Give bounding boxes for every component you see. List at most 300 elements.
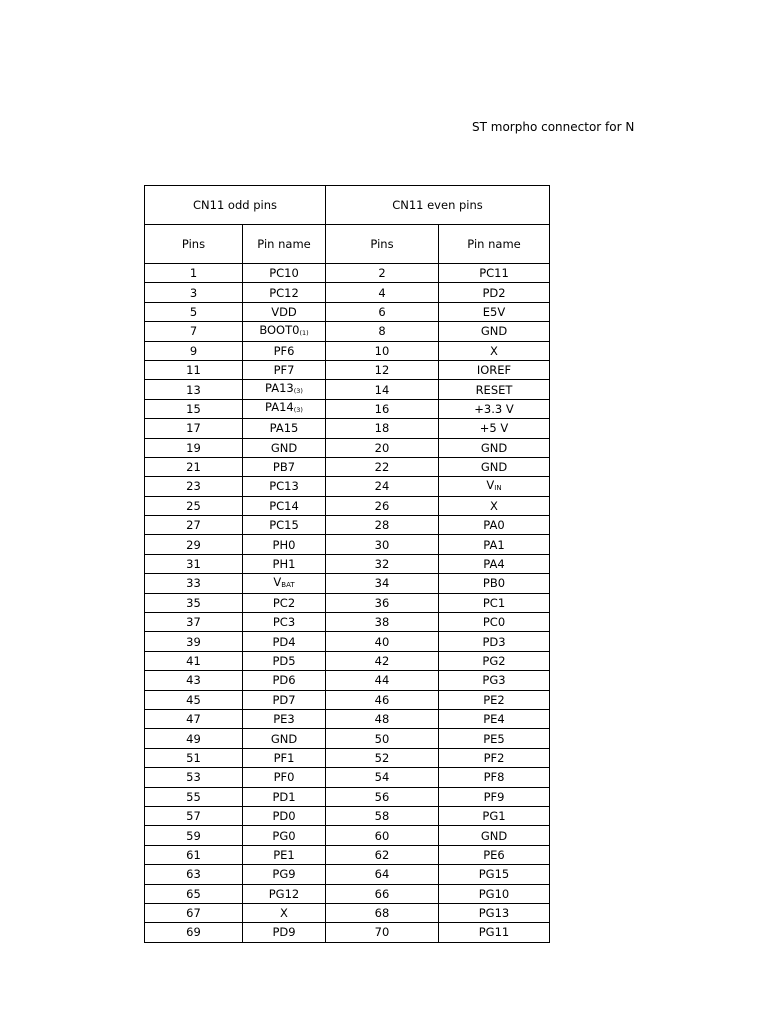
odd-pin-number [145, 632, 243, 651]
odd-pin-number [145, 516, 243, 535]
pin-row [145, 690, 550, 709]
even-pin-name [439, 457, 550, 476]
pin-row [145, 923, 550, 942]
odd-pin-number-text: 1 [189, 266, 198, 281]
odd-pin-number-text: 67 [186, 906, 201, 921]
even-pin-number-text: 18 [374, 421, 390, 436]
pin-row [145, 748, 550, 767]
pin-row [145, 903, 550, 922]
odd-pin-name [243, 865, 326, 884]
even-pin-number [326, 613, 439, 632]
even-pin-number [326, 748, 439, 767]
even-pin-name [439, 380, 550, 399]
even-pin-number [326, 322, 439, 341]
odd-pin-number-text: 31 [186, 557, 201, 572]
odd-pin-number-text: 63 [186, 867, 201, 882]
even-pin-name-text: GND [480, 460, 508, 475]
odd-pin-number [145, 690, 243, 709]
pin-row [145, 651, 550, 670]
pin-row [145, 632, 550, 651]
odd-pin-name [243, 457, 326, 476]
odd-pin-number-text: 13 [186, 382, 201, 397]
even-pin-number [326, 574, 439, 593]
odd-pin-name-text: PF1 [273, 750, 295, 765]
odd-pin-name [243, 903, 326, 922]
even-pin-name [439, 923, 550, 942]
odd-pin-name-text: V [273, 574, 282, 589]
even-pin-name-text: V [486, 477, 495, 492]
odd-pin-name [243, 671, 326, 690]
odd-pin-name-text: PA13 [265, 381, 294, 396]
even-pin-name-text: PE6 [483, 847, 505, 862]
even-pin-number [326, 826, 439, 845]
even-pin-name [439, 419, 550, 438]
odd-pin-number [145, 419, 243, 438]
even-pin-name [439, 535, 550, 554]
odd-pin-name-text: PD4 [272, 634, 296, 649]
odd-pin-name [243, 593, 326, 612]
even-pin-name [439, 574, 550, 593]
odd-pin-name-text: PF0 [273, 770, 295, 785]
even-pin-number-text: 50 [374, 731, 390, 746]
even-pin-name-text: X [490, 343, 498, 358]
pin-row [145, 845, 550, 864]
odd-pin-number-text: 5 [189, 304, 198, 319]
group-header-row [145, 186, 550, 225]
even-pin-number-text: 56 [374, 789, 390, 804]
odd-pin-number [145, 535, 243, 554]
odd-pin-number [145, 613, 243, 632]
pin-row [145, 322, 550, 341]
odd-pins-group-header: CN11 odd pins [145, 186, 326, 225]
even-pin-number [326, 884, 439, 903]
odd-pin-name [243, 806, 326, 825]
even-pin-name-text: PF9 [483, 789, 505, 804]
odd-pin-number-text: 7 [189, 324, 198, 339]
odd-pin-name-text: GND [270, 440, 298, 455]
odd-pin-name-text: PC2 [272, 595, 296, 610]
pin-row [145, 729, 550, 748]
even-pin-name-text: PF2 [483, 750, 505, 765]
page-header: ST morpho connector for N [472, 120, 635, 134]
odd-pin-number-text: 43 [186, 673, 201, 688]
odd-pin-name-text: PC13 [269, 479, 299, 494]
even-pin-name-text: PA4 [483, 557, 505, 572]
odd-pin-number-text: 39 [186, 634, 201, 649]
even-pin-name-text: PC0 [482, 615, 506, 630]
even-pin-number-text: 52 [374, 750, 390, 765]
pin-row [145, 360, 550, 379]
pin-row [145, 671, 550, 690]
even-pin-number [326, 651, 439, 670]
even-pin-name-text: PC11 [479, 266, 509, 281]
odd-pin-name-text: PF6 [273, 343, 295, 358]
odd-pin-number-text: 49 [186, 731, 201, 746]
odd-pin-name [243, 826, 326, 845]
even-pin-name [439, 651, 550, 670]
even-pin-name-text: IOREF [476, 363, 512, 378]
odd-pin-number-text: 51 [186, 750, 201, 765]
even-pin-name-text: PG11 [478, 925, 510, 940]
odd-pin-name [243, 709, 326, 728]
even-pin-name [439, 845, 550, 864]
subscript-label: IN [494, 483, 502, 492]
pin-row [145, 399, 550, 418]
even-pin-name-text: PA1 [483, 537, 505, 552]
odd-pin-number-text: 11 [186, 363, 201, 378]
odd-pin-number-text: 19 [186, 440, 201, 455]
even-pin-name-text: PE2 [483, 692, 505, 707]
even-pin-number-text: 30 [374, 537, 390, 552]
odd-pin-name [243, 399, 326, 418]
even-pin-number-text: 38 [374, 615, 390, 630]
odd-pin-name [243, 923, 326, 942]
even-pin-number-text: 10 [374, 343, 390, 358]
odd-pin-name [243, 496, 326, 515]
pin-row [145, 593, 550, 612]
odd-pin-number [145, 554, 243, 573]
pin-row [145, 768, 550, 787]
pin-row [145, 554, 550, 573]
odd-pin-name [243, 419, 326, 438]
odd-pin-name [243, 302, 326, 321]
even-pin-number [326, 341, 439, 360]
odd-pin-number-text: 9 [189, 343, 198, 358]
odd-pin-name-text: PH1 [272, 557, 296, 572]
pin-row [145, 787, 550, 806]
even-pin-number-text: 12 [374, 363, 390, 378]
even-pin-number-text: 32 [374, 557, 390, 572]
odd-pin-name-text: PC14 [269, 498, 299, 513]
odd-pin-name [243, 516, 326, 535]
odd-pin-name [243, 438, 326, 457]
even-pin-name-text: PB0 [482, 576, 506, 591]
pin-row [145, 457, 550, 476]
odd-pin-number [145, 593, 243, 612]
odd-pin-name-text: PD0 [272, 809, 296, 824]
odd-pin-name [243, 322, 326, 341]
even-pin-number-text: 28 [374, 518, 390, 533]
even-pin-number [326, 457, 439, 476]
even-pin-number [326, 264, 439, 283]
odd-pin-name [243, 651, 326, 670]
odd-pin-number-text: 61 [186, 847, 201, 862]
odd-pin-number [145, 399, 243, 418]
even-pin-number-text: 22 [374, 460, 390, 475]
pin-row [145, 477, 550, 496]
even-pin-number [326, 419, 439, 438]
even-pin-name-text: PG1 [482, 809, 506, 824]
even-pin-name-text: PE4 [483, 712, 505, 727]
odd-pin-number-text: 45 [186, 692, 201, 707]
odd-pin-number [145, 651, 243, 670]
even-pin-number-text: 6 [378, 304, 386, 319]
odd-pin-name [243, 341, 326, 360]
even-pin-number-text: 68 [374, 906, 390, 921]
even-pin-name [439, 302, 550, 321]
even-pin-number-text: 62 [374, 847, 390, 862]
odd-pin-number-text: 53 [186, 770, 201, 785]
even-pin-number-text: 24 [374, 479, 390, 494]
odd-pin-number [145, 438, 243, 457]
even-pin-name [439, 748, 550, 767]
even-pin-name [439, 341, 550, 360]
odd-pin-name-column-header: Pin name [243, 225, 326, 264]
even-pin-number-text: 14 [374, 382, 390, 397]
even-pin-number-text: 16 [374, 401, 390, 416]
pin-row [145, 806, 550, 825]
even-pin-name [439, 768, 550, 787]
odd-pin-number-text: 17 [186, 421, 201, 436]
even-pin-number-text: 40 [374, 634, 390, 649]
odd-pin-number-text: 69 [186, 925, 201, 940]
pin-row [145, 380, 550, 399]
even-pin-number [326, 399, 439, 418]
odd-pin-name [243, 477, 326, 496]
pin-row [145, 302, 550, 321]
even-pin-name-text: GND [480, 828, 508, 843]
even-pin-number-text: 64 [374, 867, 390, 882]
pin-row [145, 264, 550, 283]
even-pin-number [326, 593, 439, 612]
even-pin-number [326, 477, 439, 496]
odd-pin-name-text: PA14 [265, 400, 294, 415]
odd-pin-number-text: 57 [186, 809, 201, 824]
odd-pin-number [145, 264, 243, 283]
pin-row [145, 884, 550, 903]
even-pin-number [326, 360, 439, 379]
odd-pin-number-text: 33 [186, 576, 201, 591]
pin-row [145, 341, 550, 360]
pin-row [145, 574, 550, 593]
even-pin-name-text: E5V [482, 304, 506, 319]
odd-pin-name [243, 283, 326, 302]
even-pin-name-text: PG3 [482, 673, 506, 688]
even-pin-name-text: PG10 [478, 886, 510, 901]
odd-pin-name [243, 360, 326, 379]
odd-pin-name [243, 884, 326, 903]
even-pin-number [326, 690, 439, 709]
odd-pin-name [243, 768, 326, 787]
odd-pin-number [145, 845, 243, 864]
even-pin-name-text: PE5 [483, 731, 505, 746]
odd-pin-name-text: PD5 [272, 654, 296, 668]
even-pin-name [439, 264, 550, 283]
odd-pin-name [243, 729, 326, 748]
even-pin-name [439, 884, 550, 903]
even-pin-number-text: 26 [374, 498, 390, 513]
odd-pin-number [145, 322, 243, 341]
even-pin-number [326, 845, 439, 864]
odd-pin-name-text: PC12 [269, 285, 299, 300]
odd-pin-name-text: PA15 [269, 421, 299, 436]
even-pin-name [439, 438, 550, 457]
odd-pin-number-text: 21 [186, 460, 201, 475]
even-pin-number-text: 58 [374, 809, 390, 824]
even-pin-number-text: 4 [378, 285, 386, 300]
odd-pin-name-text: PC10 [269, 266, 299, 281]
odd-pin-name-text: PC3 [272, 615, 296, 630]
odd-pin-name [243, 690, 326, 709]
even-pin-name [439, 613, 550, 632]
odd-pin-number [145, 826, 243, 845]
even-pin-number [326, 729, 439, 748]
odd-pin-number [145, 671, 243, 690]
odd-pin-name [243, 613, 326, 632]
even-pin-name [439, 322, 550, 341]
column-header-row [145, 225, 550, 264]
even-pin-name-text: GND [480, 440, 508, 455]
even-pin-number-text: 66 [374, 886, 390, 901]
odd-pin-name [243, 535, 326, 554]
odd-pin-number-text: 27 [186, 518, 201, 533]
odd-pin-number [145, 477, 243, 496]
even-pin-name-text: PA0 [483, 518, 505, 533]
odd-pin-name-text: PD9 [272, 925, 296, 940]
footnote-marker: (1) [299, 328, 309, 337]
even-pin-name [439, 360, 550, 379]
odd-pin-number [145, 360, 243, 379]
odd-pin-number [145, 574, 243, 593]
pin-row [145, 283, 550, 302]
even-pin-number [326, 283, 439, 302]
even-pin-name [439, 826, 550, 845]
even-pin-name-text: PD3 [482, 634, 506, 649]
odd-pin-name-text: PG0 [272, 828, 296, 843]
pin-row [145, 826, 550, 845]
odd-pins-column-header: Pins [145, 225, 243, 264]
pin-table [144, 185, 550, 943]
odd-pin-name-text: PF7 [273, 363, 295, 378]
footnote-marker: (3) [293, 387, 303, 396]
even-pin-number [326, 438, 439, 457]
pin-row [145, 709, 550, 728]
odd-pin-number-text: 55 [186, 789, 201, 804]
odd-pin-number-text: 65 [186, 886, 201, 901]
even-pin-name-text: PG13 [478, 906, 510, 921]
odd-pin-number [145, 380, 243, 399]
odd-pin-name-text: PH0 [272, 537, 296, 552]
odd-pin-name [243, 632, 326, 651]
even-pin-number-text: 60 [374, 828, 390, 843]
even-pin-name [439, 709, 550, 728]
odd-pin-name [243, 554, 326, 573]
odd-pin-number [145, 341, 243, 360]
pin-row [145, 438, 550, 457]
even-pin-name [439, 477, 550, 496]
even-pin-name [439, 865, 550, 884]
even-pin-name [439, 787, 550, 806]
even-pin-number [326, 709, 439, 728]
odd-pin-name-text: PE3 [273, 712, 295, 727]
even-pin-number-text: 2 [378, 266, 386, 281]
even-pin-name [439, 593, 550, 612]
odd-pin-name-text: PC15 [269, 518, 299, 533]
even-pin-name [439, 399, 550, 418]
even-pin-number [326, 671, 439, 690]
odd-pin-name-text: PG12 [268, 886, 300, 901]
odd-pin-number-text: 41 [186, 654, 201, 668]
even-pin-name [439, 690, 550, 709]
even-pin-number [326, 632, 439, 651]
footnote-marker: (3) [293, 406, 303, 415]
odd-pin-number [145, 865, 243, 884]
even-pin-number [326, 923, 439, 942]
odd-pin-number-text: 47 [186, 712, 201, 727]
even-pins-column-header: Pins [326, 225, 439, 264]
even-pin-number [326, 865, 439, 884]
odd-pin-name-text: PB7 [272, 460, 296, 475]
even-pin-name-text: +5 V [479, 421, 509, 436]
even-pin-name-text: RESET [475, 382, 513, 397]
even-pin-name [439, 496, 550, 515]
odd-pin-name-text: PD7 [272, 692, 296, 707]
odd-pin-name [243, 845, 326, 864]
even-pin-number [326, 535, 439, 554]
odd-pin-name [243, 748, 326, 767]
even-pin-number-text: 34 [374, 576, 390, 591]
even-pin-number [326, 554, 439, 573]
odd-pin-number [145, 748, 243, 767]
even-pin-name-column-header: Pin name [439, 225, 550, 264]
even-pin-number-text: 20 [374, 440, 390, 455]
odd-pin-name [243, 380, 326, 399]
even-pin-name [439, 903, 550, 922]
odd-pin-number-text: 15 [186, 401, 201, 416]
even-pin-name-text: +3.3 V [474, 401, 514, 416]
odd-pin-name-text: PG9 [272, 867, 296, 882]
even-pin-number-text: 8 [378, 324, 386, 339]
even-pin-number-text: 54 [374, 770, 390, 785]
even-pin-number-text: 42 [374, 654, 390, 668]
odd-pin-number [145, 302, 243, 321]
even-pin-name [439, 283, 550, 302]
odd-pin-number [145, 768, 243, 787]
odd-pin-name [243, 574, 326, 593]
even-pin-name [439, 632, 550, 651]
odd-pin-name [243, 787, 326, 806]
odd-pin-number [145, 283, 243, 302]
subscript-label: BAT [281, 580, 295, 589]
even-pin-number-text: 48 [374, 712, 390, 727]
even-pin-name [439, 729, 550, 748]
even-pin-number [326, 768, 439, 787]
pin-row [145, 613, 550, 632]
odd-pin-number [145, 729, 243, 748]
odd-pin-number-text: 59 [186, 828, 201, 843]
odd-pin-number [145, 457, 243, 476]
odd-pin-number [145, 806, 243, 825]
odd-pin-name-text: PE1 [273, 847, 295, 862]
odd-pin-number-text: 25 [186, 498, 201, 513]
odd-pin-number-text: 35 [186, 595, 201, 610]
even-pin-name-text: X [490, 498, 498, 513]
even-pins-group-header: CN11 even pins [326, 186, 550, 225]
odd-pin-name [243, 264, 326, 283]
even-pin-name-text: PC1 [482, 595, 506, 610]
pin-row [145, 419, 550, 438]
odd-pin-name-text: BOOT0 [259, 322, 300, 337]
even-pin-number [326, 380, 439, 399]
odd-pin-number [145, 923, 243, 942]
pin-row [145, 516, 550, 535]
odd-pin-number [145, 787, 243, 806]
odd-pin-number-text: 37 [186, 615, 201, 630]
odd-pin-number-text: 29 [186, 537, 201, 552]
odd-pin-name-text: VDD [271, 304, 297, 319]
even-pin-number-text: 70 [374, 925, 390, 940]
odd-pin-number [145, 709, 243, 728]
